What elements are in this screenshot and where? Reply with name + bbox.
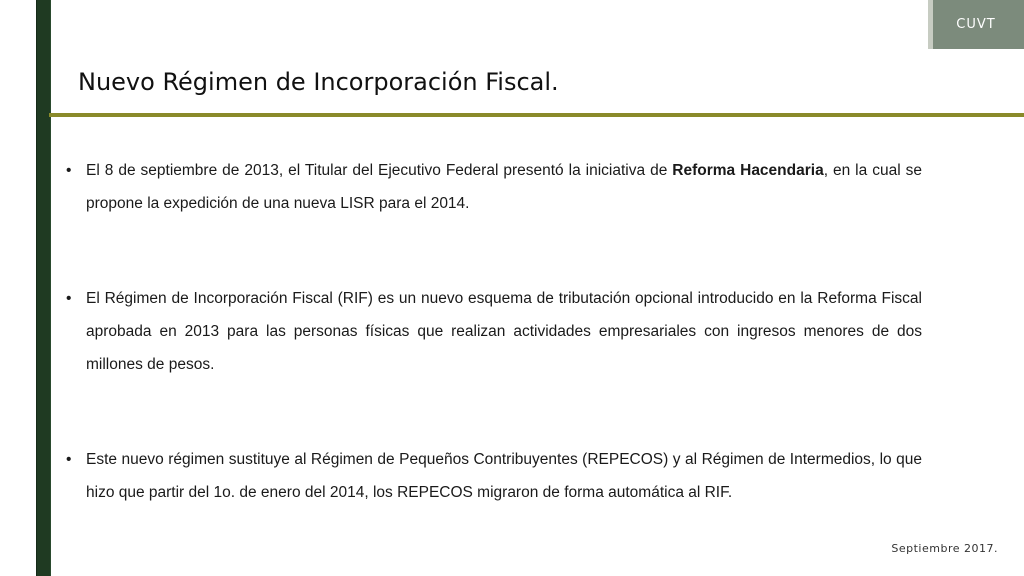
- bullet-text-part: , en la cual se propone la expedición de una nueva LISR para el 2014.: [86, 162, 922, 212]
- bullet-dot: •: [66, 290, 72, 307]
- bullet-dot: •: [66, 451, 72, 468]
- bullet-bold-term: Reforma Hacendaria: [672, 162, 824, 179]
- bullet-dot: •: [66, 162, 72, 179]
- logo-text: CUVT: [956, 17, 996, 32]
- bullet-item-reforma: [66, 154, 922, 220]
- footer-date: Septiembre 2017.: [891, 542, 998, 555]
- bullet-text: El Régimen de Incorporación Fiscal (RIF) es un nuevo esquema de tributación opcional introducido en la Reforma Fiscal aprobada en 2013 para las personas físicas que realizan actividades empresariales con ingresos menores de dos millones de pesos.: [86, 290, 922, 373]
- title-underline-rule: [49, 113, 1024, 117]
- bullet-text: Este nuevo régimen sustituye al Régimen de Pequeños Contribuyentes (REPECOS) y al Régimen de Intermedios, lo que hizo que partir del 1o. de enero del 2014, los REPECOS migraron de forma automática al RIF.: [86, 451, 922, 501]
- bullet-item-repecos: [66, 443, 922, 509]
- slide-title: Nuevo Régimen de Incorporación Fiscal.: [78, 68, 559, 96]
- bullet-item-rif-definition: [66, 282, 922, 381]
- bullet-text-part: El 8 de septiembre de 2013, el Titular del Ejecutivo Federal presentó la iniciativa de: [86, 162, 673, 179]
- left-accent-bar: [36, 0, 51, 576]
- cuvt-logo: [928, 0, 1024, 49]
- bullet-list: [66, 154, 922, 509]
